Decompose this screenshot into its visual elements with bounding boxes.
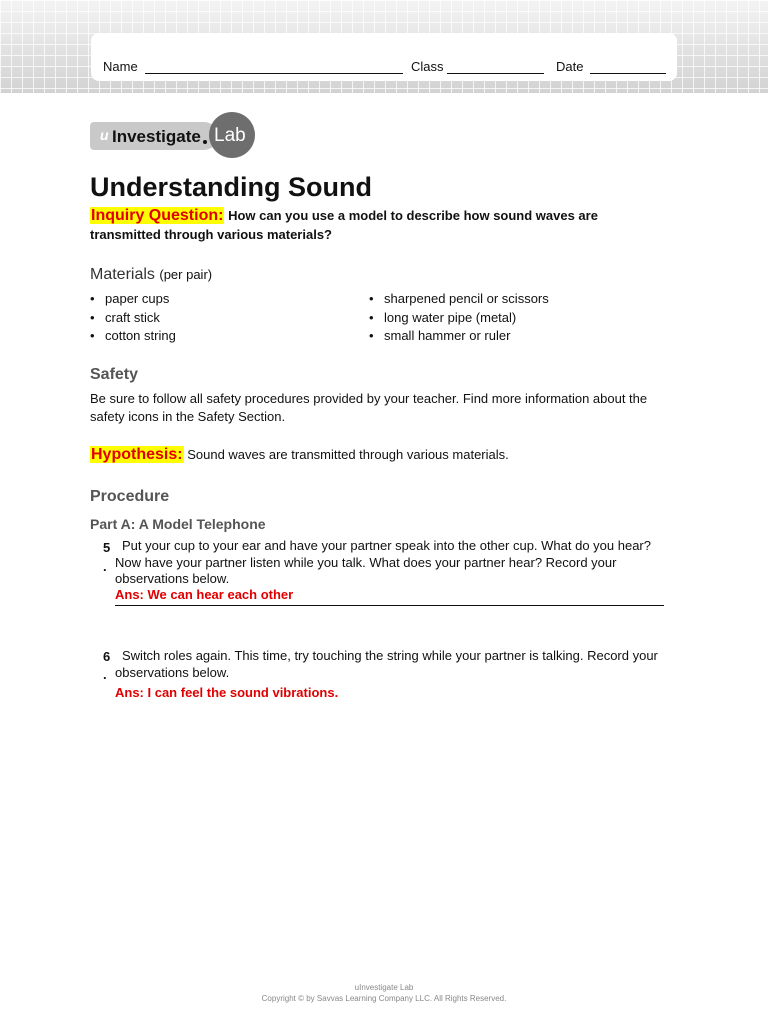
part-a-heading: Part A: A Model Telephone [90, 516, 266, 532]
material-item: small hammer or ruler [384, 328, 511, 343]
bullet: • [369, 309, 374, 325]
list-item [369, 327, 549, 346]
name-label: Name [103, 59, 138, 74]
materials-list-right [369, 290, 549, 346]
logo-prefix: u [100, 127, 109, 143]
answer-text: Ans: I can feel the sound vibrations. [115, 685, 339, 700]
step-text: Switch roles again. This time, try touching the string while your partner is talking. Record your observations below. [115, 648, 658, 680]
answer-line [115, 605, 664, 606]
material-item: paper cups [105, 291, 170, 306]
footer-copyright: Copyright © by Savvas Learning Company LLC. All Rights Reserved. [261, 994, 507, 1003]
hypothesis [90, 446, 509, 464]
logo-lab: Lab [214, 125, 246, 146]
bullet: • [90, 309, 95, 325]
step-number: 6 [103, 649, 111, 664]
list-item [90, 327, 176, 346]
step-text: Put your cup to your ear and have your partner speak into the other cup. What do you hear? Now have your partner listen while you talk. What does your partner hear? Record your observations below. [115, 538, 651, 586]
bullet: • [90, 291, 95, 306]
list-item [90, 309, 176, 328]
materials-list-left [90, 290, 176, 346]
inquiry-question [90, 206, 670, 244]
class-field[interactable] [447, 73, 544, 74]
name-field[interactable] [145, 73, 403, 74]
bullet: • [369, 328, 374, 343]
material-item: craft stick [105, 309, 160, 325]
step-number-dot: . [103, 559, 107, 574]
materials-heading [90, 266, 212, 284]
list-item [90, 290, 176, 309]
step-number-dot: . [103, 667, 107, 682]
bullet: • [90, 328, 95, 343]
page-title: Understanding Sound [90, 172, 372, 202]
safety-heading: Safety [90, 366, 139, 383]
logo-dot [203, 140, 207, 144]
inquiry-label: Inquiry Question: [91, 207, 224, 224]
safety-text: Be sure to follow all safety procedures provided by your teacher. Find more information about the safety icons in the Safety Section. [90, 391, 648, 424]
hypothesis-text: Sound waves are transmitted through various materials. [187, 447, 509, 462]
materials-title: Materials [90, 266, 155, 283]
material-item: sharpened pencil or scissors [384, 291, 549, 306]
footer-title: uInvestigate Lab [354, 983, 414, 992]
bullet: • [369, 291, 374, 306]
date-label: Date [556, 59, 584, 74]
hypothesis-label: Hypothesis: [91, 446, 183, 463]
list-item [369, 290, 549, 309]
uinvestigate-lab-logo [90, 112, 260, 160]
materials-qualifier: (per pair) [159, 267, 213, 282]
name-class-date-bar [91, 33, 677, 81]
list-item [369, 309, 549, 328]
inquiry-text: How can you use a model to describe how sound waves are transmitted through various materials? [90, 208, 598, 242]
procedure-heading: Procedure [90, 488, 170, 505]
class-label: Class [411, 59, 444, 74]
answer-text: Ans: We can hear each other [115, 587, 294, 602]
date-field[interactable] [590, 73, 666, 74]
material-item: long water pipe (metal) [384, 309, 517, 325]
logo-word: Investigate [112, 127, 201, 146]
material-item: cotton string [105, 328, 176, 343]
step-number: 5 [103, 540, 111, 555]
